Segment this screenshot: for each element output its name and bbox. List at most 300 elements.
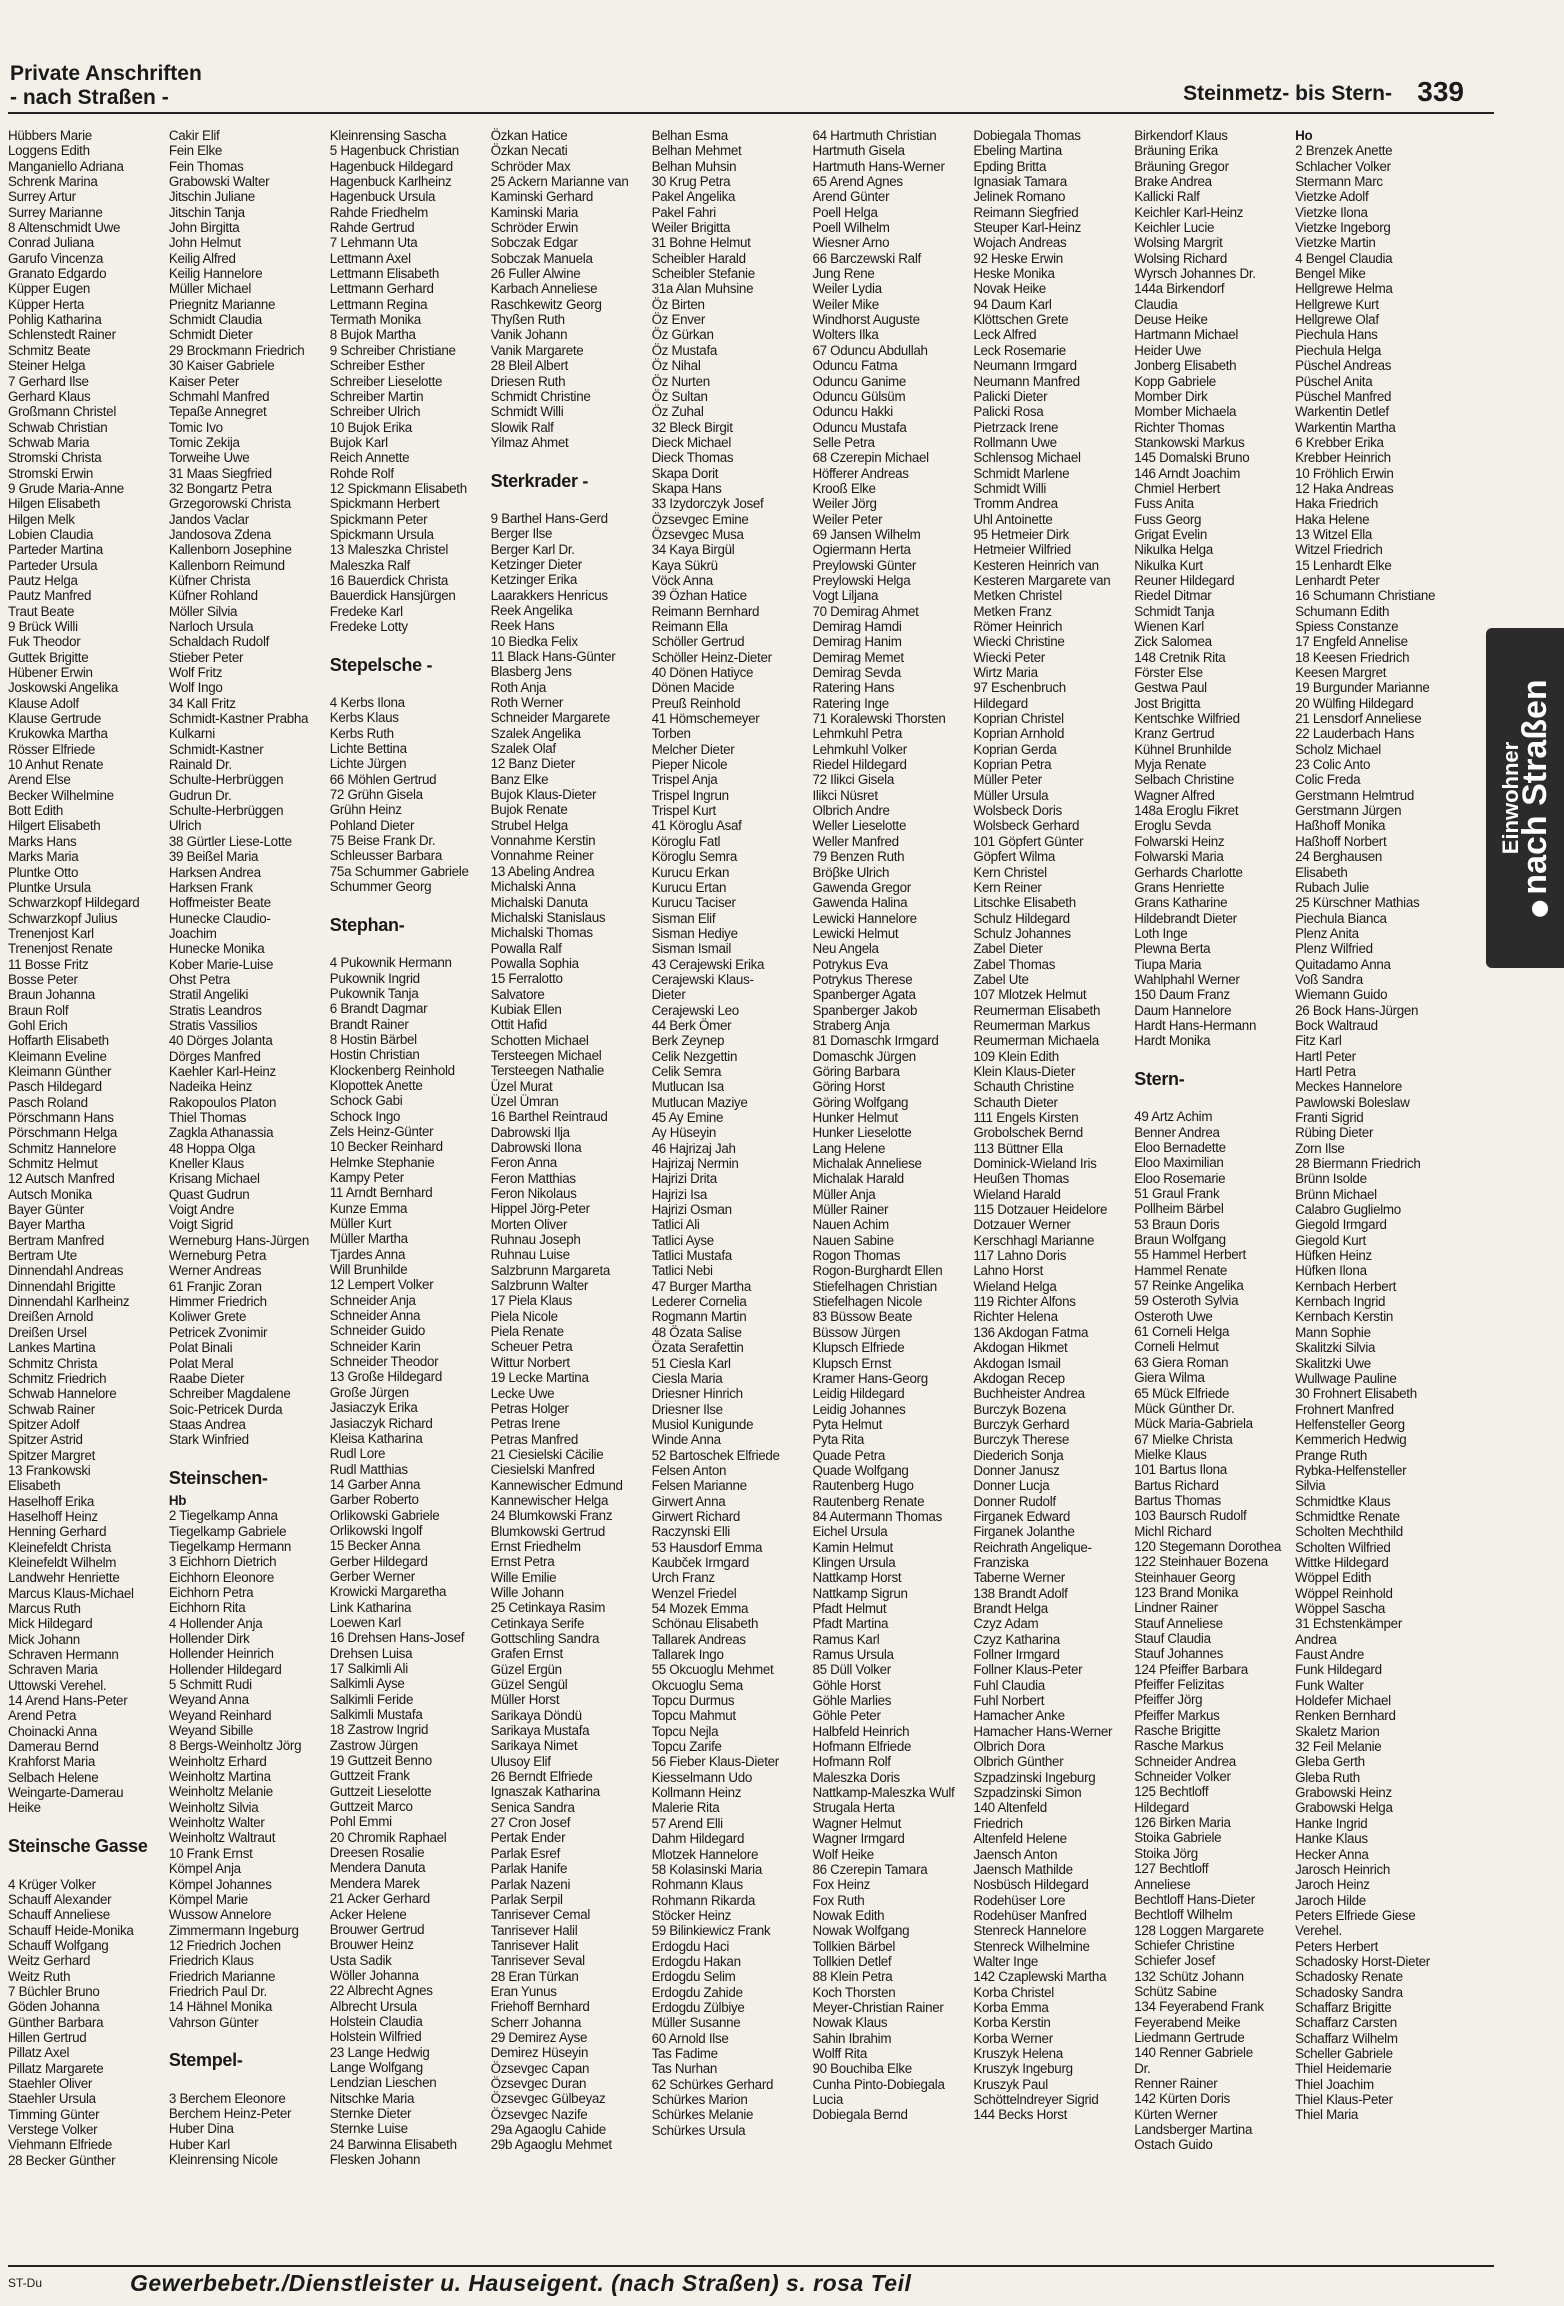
- list-item: Kannewischer Edmund: [490, 1477, 623, 1493]
- list-item: Brandt Rainer: [329, 1016, 409, 1032]
- list-item: Weitz Ruth: [8, 1968, 71, 1984]
- list-item: Haselhoff Erika: [8, 1493, 95, 1509]
- list-item: Olbrich Andre: [812, 803, 890, 819]
- list-item: 79 Benzen Ruth: [812, 849, 905, 865]
- list-item: Tollkien Bärbel: [812, 1938, 896, 1954]
- list-item: Oduncu Fatma: [812, 358, 898, 374]
- list-item: Schönau Elisabeth: [651, 1616, 759, 1632]
- list-item: 52 Bartoschek Elfriede: [651, 1447, 780, 1463]
- list-item: Friehoff Bernhard: [490, 1999, 590, 2015]
- list-item: Tiupa Maria: [1134, 956, 1202, 972]
- list-item: Poell Wilhelm: [812, 220, 890, 236]
- list-item: Bechtloff Wilhelm: [1134, 1907, 1233, 1923]
- list-item: 9 Brück Willi: [8, 619, 78, 634]
- list-item: Rautenberg Renate: [812, 1493, 925, 1509]
- list-item: 101 Göpfert Günter: [973, 833, 1084, 849]
- list-item: Kesteren Margarete van: [973, 572, 1111, 588]
- list-item: Kaya Sükrü: [651, 557, 718, 573]
- list-item: Becker Wilhelmine: [8, 787, 114, 803]
- list-item: Dreißen Ursel: [8, 1324, 87, 1340]
- list-item: Kollmann Heinz: [651, 1785, 742, 1801]
- list-item: 13 Maleszka Christel: [329, 542, 449, 558]
- list-item: Stenreck Wilhelmine: [973, 1938, 1090, 1954]
- list-item: Belhan Muhsin: [651, 158, 737, 174]
- list-item: Dieck Michael: [651, 434, 732, 450]
- list-item: 88 Klein Petra: [812, 1969, 893, 1985]
- list-item: Schmitz Helmut: [8, 1156, 98, 1172]
- list-item: Scheibler Harald: [651, 250, 746, 266]
- list-item: Jaroch Hilde: [1295, 1892, 1366, 1908]
- list-item: Windhorst Auguste: [812, 312, 920, 328]
- list-item: Scheller Gabriele: [1295, 2045, 1393, 2061]
- list-item: Wöppel Edith: [1295, 1570, 1372, 1586]
- list-item: Hofmann Elfriede: [812, 1739, 912, 1755]
- list-item: 31 Maas Siegfried: [168, 465, 272, 481]
- list-item: Arend Günter: [812, 189, 890, 205]
- list-item: Öz Zuhal: [651, 404, 704, 420]
- list-item: 47 Burger Martha: [651, 1278, 751, 1294]
- list-item: Kleinrensing Nicole: [168, 2152, 278, 2167]
- list-item: Müller Martha: [329, 1231, 408, 1247]
- list-item: Sternke Luise: [329, 2121, 408, 2137]
- list-item: Hübbers Marie: [8, 128, 92, 143]
- list-item: Parlak Hanife: [490, 1861, 568, 1877]
- list-item: 8 Altenschmidt Uwe: [8, 220, 121, 236]
- list-item: Colic Freda: [1295, 772, 1361, 788]
- list-item: Nowak Klaus: [812, 2015, 888, 2031]
- list-item: 66 Barczewski Ralf: [812, 250, 921, 266]
- list-item: Hostin Christian: [329, 1047, 420, 1063]
- list-item: Vietzke Ingeborg: [1295, 220, 1391, 236]
- list-item: Mann Sophie: [1295, 1324, 1371, 1340]
- list-item: Weinholtz Walter: [168, 1815, 265, 1831]
- list-item: Özsevgec Gülbeyaz: [490, 2091, 606, 2107]
- list-item: 140 Renner Gabriele: [1134, 2045, 1253, 2061]
- list-item: Wagner Irmgard: [812, 1831, 905, 1847]
- list-item: Ramus Ursula: [812, 1647, 894, 1663]
- list-item: [169, 2075, 327, 2090]
- list-item: Oduncu Hakki: [812, 404, 893, 420]
- list-item: Salzbrunn Margareta: [490, 1262, 611, 1278]
- list-item: Zels Heinz-Günter: [329, 1123, 434, 1139]
- list-item: Klingen Ursula: [812, 1554, 896, 1570]
- list-item: Olbrich Dora: [973, 1739, 1045, 1755]
- list-item: 19 Burgunder Marianne: [1295, 680, 1430, 696]
- list-item: Schwarzkopf Hildegard: [8, 895, 140, 911]
- list-item: Follner Klaus-Peter: [973, 1662, 1083, 1678]
- list-item: Arend Else: [8, 772, 71, 788]
- list-item: Bröβke Ulrich: [812, 864, 890, 880]
- list-item: Topcu Zarife: [651, 1739, 722, 1755]
- list-item: Schmidtke Renate: [1295, 1508, 1400, 1524]
- list-item: Brouwer Gertrud: [329, 1921, 425, 1937]
- list-item: Wiecki Christine: [973, 634, 1065, 650]
- list-item: Kerbs Ruth: [329, 725, 394, 741]
- list-item: [8, 1861, 166, 1876]
- list-item: Pluntke Otto: [8, 864, 79, 880]
- list-item: Pillatz Margarete: [8, 2060, 104, 2076]
- list-item: Driesner Ilse: [651, 1401, 723, 1417]
- list-item: Schotten Michael: [490, 1032, 589, 1048]
- list-item: Hetmeier Wilfried: [973, 542, 1071, 558]
- list-item: Wagner Alfred: [1134, 787, 1215, 803]
- list-item: Girwert Anna: [651, 1493, 726, 1509]
- list-item: Stoika Jörg: [1134, 1845, 1198, 1861]
- list-item: Eichhorn Eleonore: [168, 1569, 274, 1585]
- list-item: Palicki Dieter: [973, 388, 1048, 404]
- list-item: Sahin Ibrahim: [812, 2030, 892, 2046]
- list-item: Tepaße Annegret: [168, 404, 267, 420]
- list-item: Feron Nikolaus: [490, 1186, 577, 1202]
- list-item: 32 Feil Melanie: [1295, 1739, 1382, 1755]
- list-item: Wenzel Friedel: [651, 1585, 737, 1601]
- list-item: Weller Manfred: [812, 833, 899, 849]
- list-item: Korba Christel: [973, 1984, 1054, 2000]
- list-item: Hartmuth Gisela: [812, 143, 905, 159]
- list-item: 33 Izydorczyk Josef: [651, 496, 764, 512]
- list-item: Kernbach Herbert: [1295, 1278, 1397, 1294]
- list-item: 13 Große Hildegard: [329, 1369, 442, 1385]
- list-item: [330, 634, 488, 649]
- list-item: Nauen Sabine: [812, 1232, 894, 1248]
- list-item: Vöck Anna: [651, 572, 713, 588]
- list-item: 150 Daum Franz: [1134, 987, 1230, 1003]
- list-item: Lettmann Axel: [329, 250, 411, 266]
- list-item: Scheuer Petra: [490, 1339, 573, 1355]
- list-item: Müller Rainer: [812, 1202, 889, 1218]
- list-item: Sisman Hediye: [651, 925, 738, 941]
- list-item: 65 Mück Elfriede: [1134, 1385, 1230, 1401]
- list-item: Firganek Jolanthe: [973, 1524, 1075, 1540]
- list-item: Hilgen Elisabeth: [8, 496, 100, 512]
- list-item: Blasberg Jens: [490, 664, 572, 680]
- list-item: Krisang Michael: [168, 1171, 260, 1187]
- list-item: Schwab Maria: [8, 434, 90, 450]
- list-item: Staas Andrea: [168, 1416, 246, 1432]
- list-item: Werner Andreas: [168, 1263, 262, 1279]
- list-item: Lahno Horst: [973, 1263, 1043, 1279]
- list-item: Altenfeld Helene: [973, 1831, 1067, 1847]
- list-item: Scholten Mechthild: [1295, 1524, 1403, 1540]
- list-item: Loth Inge: [1134, 925, 1188, 941]
- list-item: Leidig Hildegard: [812, 1386, 905, 1402]
- list-item: Scherr Johanna: [490, 2014, 582, 2030]
- list-item: Torben: [651, 726, 691, 742]
- list-item: Eloo Maximilian: [1134, 1155, 1224, 1171]
- list-item: Schlenstedt Rainer: [8, 327, 116, 343]
- list-item: Stratil Angeliki: [168, 987, 249, 1003]
- list-item: Kruszyk Paul: [973, 2076, 1048, 2092]
- list-item: Hellgrewe Helma: [1295, 281, 1393, 297]
- list-item: 11 Arndt Bernhard: [329, 1185, 433, 1201]
- list-item: Reumerman Elisabeth: [973, 1002, 1101, 1018]
- list-item: Mendera Danuta: [329, 1860, 426, 1876]
- list-item: 31a Alan Muhsine: [651, 281, 754, 297]
- list-item: [330, 895, 488, 910]
- list-item: Lendzian Lieschen: [329, 2075, 437, 2091]
- list-item: Wienen Karl: [1134, 619, 1204, 634]
- list-item: Grabowski Heinz: [1295, 1785, 1392, 1801]
- list-item: Maleszka Doris: [812, 1769, 900, 1785]
- list-item: Schulte-Herbrüggen: [168, 772, 284, 788]
- list-item: Öz Mustafa: [651, 342, 718, 358]
- list-item: Richter Thomas: [1134, 419, 1225, 435]
- list-item: Bräuning Gregor: [1134, 158, 1229, 174]
- list-item: Zabel Dieter: [973, 941, 1043, 957]
- list-item: Petras Manfred: [490, 1431, 579, 1447]
- list-item: Lewicki Helmut: [812, 925, 899, 941]
- list-item: Göring Horst: [812, 1079, 885, 1095]
- list-item: Koliwer Grete: [168, 1309, 247, 1325]
- list-item: Schreiber Lieselotte: [329, 373, 443, 389]
- list-item: 148 Cretnik Rita: [1134, 649, 1226, 665]
- list-item: Vonnahme Kerstin: [490, 833, 596, 849]
- list-item: Kern Christel: [973, 864, 1047, 880]
- list-item: Oduncu Gülsüm: [812, 388, 906, 404]
- street-heading: Sterkrader -: [490, 470, 589, 491]
- list-item: Domaschk Jürgen: [812, 1048, 916, 1064]
- list-item: Henning Gerhard: [8, 1524, 107, 1540]
- list-item: Rasche Markus: [1134, 1738, 1224, 1754]
- list-item: Neumann Irmgard: [973, 358, 1077, 374]
- list-item: Guttzeit Lieselotte: [329, 1783, 432, 1799]
- list-item: Büssow Jürgen: [812, 1324, 901, 1340]
- list-item: Plenz Anita: [1295, 925, 1359, 941]
- list-item: Schleusser Barbara: [329, 848, 442, 864]
- list-item: Dieck Thomas: [651, 450, 734, 466]
- list-item: 84 Autermann Thomas: [812, 1508, 942, 1524]
- list-item: Landwehr Henriette: [8, 1570, 120, 1586]
- list-item: Petras Holger: [490, 1400, 569, 1416]
- list-item: Zick Salomea: [1134, 634, 1212, 650]
- list-item: Schmidt Willi: [973, 480, 1047, 496]
- list-item: Kern Reiner: [973, 879, 1042, 895]
- list-item: 140 Altenfeld: [973, 1800, 1047, 1816]
- list-item: 6 Brandt Dagmar: [329, 1001, 428, 1017]
- list-item: Timming Günter: [8, 2106, 100, 2122]
- list-item: Helmke Stephanie: [329, 1154, 435, 1170]
- list-item: Schadosky Renate: [1295, 1969, 1403, 1985]
- list-item: Spanberger Jakob: [812, 1002, 918, 1018]
- list-item: Weinholtz Melanie: [168, 1784, 273, 1800]
- list-item: Neu Angela: [812, 941, 879, 957]
- list-item: Koprian Petra: [973, 757, 1052, 773]
- list-item: Grabowski Helga: [1295, 1800, 1393, 1816]
- list-item: Küfner Rohland: [168, 588, 258, 604]
- list-item: Elisabeth: [8, 1478, 61, 1494]
- list-item: Hollender Dirk: [168, 1631, 250, 1646]
- list-item: Klause Gertrude: [8, 711, 102, 727]
- list-item: Karbach Anneliese: [490, 281, 598, 297]
- list-item: Skapa Dorit: [651, 465, 719, 481]
- list-item: Hardt Monika: [1134, 1033, 1211, 1049]
- list-item: Preylowski Helga: [812, 572, 911, 588]
- list-item: Soic-Petricek Durda: [168, 1401, 283, 1417]
- list-item: Weyand Reinhard: [168, 1707, 272, 1723]
- list-item: Renken Bernhard: [1295, 1708, 1396, 1724]
- list-item: Nosbüsch Hildegard: [973, 1877, 1089, 1893]
- list-item: Scholten Wilfried: [1295, 1539, 1391, 1555]
- list-item: Tallarek Andreas: [651, 1631, 746, 1647]
- list-item: Pautz Helga: [8, 572, 78, 588]
- list-item: Günther Barbara: [8, 2014, 104, 2030]
- list-item: 7 Büchler Bruno: [8, 1983, 100, 1999]
- list-item: Potrykus Therese: [812, 971, 913, 987]
- list-item: Orlikowski Ingolf: [329, 1522, 423, 1538]
- list-item: Spitzer Astrid: [8, 1432, 83, 1448]
- list-item: Wiesner Arno: [812, 235, 890, 251]
- list-item: Reuner Hildegard: [1134, 572, 1235, 588]
- list-item: Friedrich: [973, 1815, 1023, 1831]
- list-item: Fuss Georg: [1134, 511, 1202, 527]
- list-item: 67 Oduncu Abdullah: [812, 342, 928, 358]
- list-item: 7 Gerhard Ilse: [8, 373, 89, 389]
- list-item: Tromm Andrea: [973, 496, 1058, 512]
- list-item: Tiegelkamp Hermann: [168, 1538, 292, 1554]
- list-item: 28 Bleil Albert: [490, 358, 569, 374]
- list-item: Jandos Vaclar: [168, 511, 249, 527]
- list-item: Zagkla Athanassia: [168, 1125, 274, 1141]
- list-item: Ramus Karl: [812, 1631, 880, 1647]
- list-item: 86 Czerepin Tamara: [812, 1861, 928, 1877]
- list-item: Metken Christel: [973, 588, 1062, 604]
- list-item: Skalitzki Silvia: [1295, 1340, 1376, 1356]
- list-item: Wahlphahl Werner: [1134, 971, 1240, 987]
- list-item: Hüfken Ilona: [1295, 1263, 1367, 1279]
- list-item: Petricek Zvonimir: [168, 1324, 268, 1340]
- list-item: Reumerman Michaela: [973, 1033, 1099, 1049]
- list-item: Ernst Friedhelm: [490, 1538, 581, 1554]
- list-item: Stratis Vassilios: [168, 1017, 258, 1033]
- list-item: Gestwa Paul: [1134, 680, 1207, 696]
- list-item: Hajrizaj Nermin: [651, 1156, 739, 1172]
- list-item: 56 Fieber Klaus-Dieter: [651, 1754, 779, 1770]
- list-item: Bechtloff Hans-Dieter: [1134, 1891, 1255, 1907]
- list-item: Krebber Heinrich: [1295, 450, 1391, 466]
- list-item: Üzel Murat: [490, 1078, 553, 1094]
- list-item: Rahde Friedhelm: [329, 204, 428, 220]
- list-item: Nowak Wolfgang: [812, 1923, 910, 1939]
- list-item: Fein Thomas: [168, 158, 244, 174]
- list-item: Weiler Mike: [812, 296, 879, 312]
- list-item: Vahrson Günter: [168, 2014, 259, 2030]
- list-item: Ignasiak Tamara: [973, 174, 1067, 190]
- list-item: Koprian Arnhold: [973, 726, 1065, 742]
- list-item: Haßhoff Monika: [1295, 818, 1386, 834]
- list-item: Zorn Ilse: [1295, 1140, 1345, 1156]
- list-item: Momber Michaela: [1134, 404, 1237, 420]
- list-item: 5 Hagenbuck Christian: [329, 143, 459, 159]
- list-item: Pakel Fahri: [651, 204, 716, 220]
- list-item: Raabe Dieter: [168, 1370, 245, 1386]
- list-item: Kramer Hans-Georg: [812, 1370, 928, 1386]
- list-item: Lichte Bettina: [329, 741, 407, 757]
- list-item: Cerajewski Klaus-: [651, 971, 754, 987]
- list-item: Erdogdu Hakan: [651, 1953, 741, 1969]
- list-item: 15 Lenhardt Elke: [1295, 557, 1392, 573]
- list-item: Schwarzkopf Julius: [8, 910, 118, 926]
- list-item: Hilgen Melk: [8, 511, 75, 527]
- list-item: Anneliese: [1134, 1876, 1191, 1892]
- list-item: Piechula Bianca: [1295, 910, 1387, 926]
- list-item: Arend Petra: [8, 1708, 77, 1724]
- list-item: Choinacki Anna: [8, 1723, 97, 1739]
- list-item: Laarakkers Henricus: [490, 587, 608, 603]
- list-item: Parteder Martina: [8, 542, 103, 558]
- list-item: [330, 940, 488, 955]
- list-item: Albrecht Ursula: [329, 1998, 417, 2014]
- list-item: Brünn Isolde: [1295, 1171, 1367, 1187]
- list-item: Kunze Emma: [329, 1200, 408, 1216]
- tab-line-2: nach Straßen: [1516, 679, 1554, 895]
- list-item: 142 Czaplewski Martha: [973, 1969, 1107, 1985]
- list-item: 34 Kaya Birgül: [651, 542, 735, 558]
- list-item: Küpper Herta: [8, 296, 85, 312]
- list-item: Slowik Ralf: [490, 419, 554, 435]
- street-heading: Steinschen-: [168, 1467, 268, 1488]
- list-item: 12 Lempert Volker: [329, 1277, 434, 1293]
- list-item: Zimmermann Ingeburg: [168, 1922, 299, 1938]
- list-item: Thiel Klaus-Peter: [1295, 2092, 1393, 2107]
- page-header-left: [10, 62, 202, 110]
- list-item: 9 Barthel Hans-Gerd: [490, 510, 608, 526]
- list-item: 17 Salkimli Ali: [329, 1661, 408, 1676]
- list-item: Schaldach Rudolf: [168, 634, 270, 650]
- list-item: Dobiegala Bernd: [812, 2107, 908, 2123]
- list-item: Werneburg Petra: [168, 1248, 267, 1264]
- list-item: Garber Roberto: [329, 1492, 419, 1508]
- list-item: Michalski Danuta: [490, 894, 588, 910]
- list-item: Orlikowski Gabriele: [329, 1507, 440, 1523]
- list-item: Parteder Ursula: [8, 557, 98, 573]
- list-item: Kallenborn Reimund: [168, 557, 285, 573]
- list-item: 21 Ciesielski Cäcilie: [490, 1446, 604, 1462]
- list-item: Blumkowski Gertrud: [490, 1523, 606, 1539]
- list-item: Staehler Oliver: [8, 2075, 93, 2091]
- list-item: Quitadamo Anna: [1295, 956, 1391, 972]
- list-item: 57 Arend Elli: [651, 1815, 723, 1831]
- list-item: Firganek Edward: [973, 1508, 1071, 1524]
- list-item: Dabrowski Ilona: [490, 1140, 582, 1155]
- list-item: 25 Cetinkaya Rasim: [490, 1600, 606, 1616]
- list-item: 16 Bauerdick Christa: [329, 572, 449, 588]
- list-item: Ostach Guido: [1134, 2137, 1213, 2153]
- list-item: Warkentin Martha: [1295, 419, 1396, 435]
- list-item: Pollheim Bärbel: [1134, 1201, 1224, 1217]
- list-item: Szpadzinski Simon: [973, 1785, 1082, 1801]
- list-item: Belhan Mehmet: [651, 143, 742, 159]
- list-item: Taberne Werner: [973, 1570, 1065, 1586]
- list-item: 24 Berghausen: [1295, 849, 1383, 865]
- list-item: Lindner Rainer: [1134, 1600, 1218, 1616]
- list-item: Morten Oliver: [490, 1216, 568, 1232]
- list-item: 57 Reinke Angelika: [1134, 1278, 1244, 1294]
- list-item: Kannewischer Helga: [490, 1492, 609, 1508]
- list-item: Pyta Helmut: [812, 1416, 883, 1432]
- list-item: Kerschhagl Marianne: [973, 1232, 1095, 1248]
- list-item: Preuß Reinhold: [651, 695, 741, 711]
- list-item: Burczyk Bozena: [973, 1401, 1066, 1417]
- list-item: Korba Kerstin: [973, 2015, 1051, 2031]
- list-item: Piechula Helga: [1295, 342, 1381, 358]
- list-item: Hartl Petra: [1295, 1063, 1356, 1079]
- list-item: Kallicki Ralf: [1134, 189, 1200, 205]
- list-item: Thiel Maria: [1295, 2107, 1359, 2123]
- list-item: Fuss Anita: [1134, 496, 1194, 512]
- list-item: Stauf Anneliese: [1134, 1615, 1223, 1631]
- list-item: Göring Barbara: [812, 1063, 900, 1079]
- list-item: Joachim: [168, 925, 217, 941]
